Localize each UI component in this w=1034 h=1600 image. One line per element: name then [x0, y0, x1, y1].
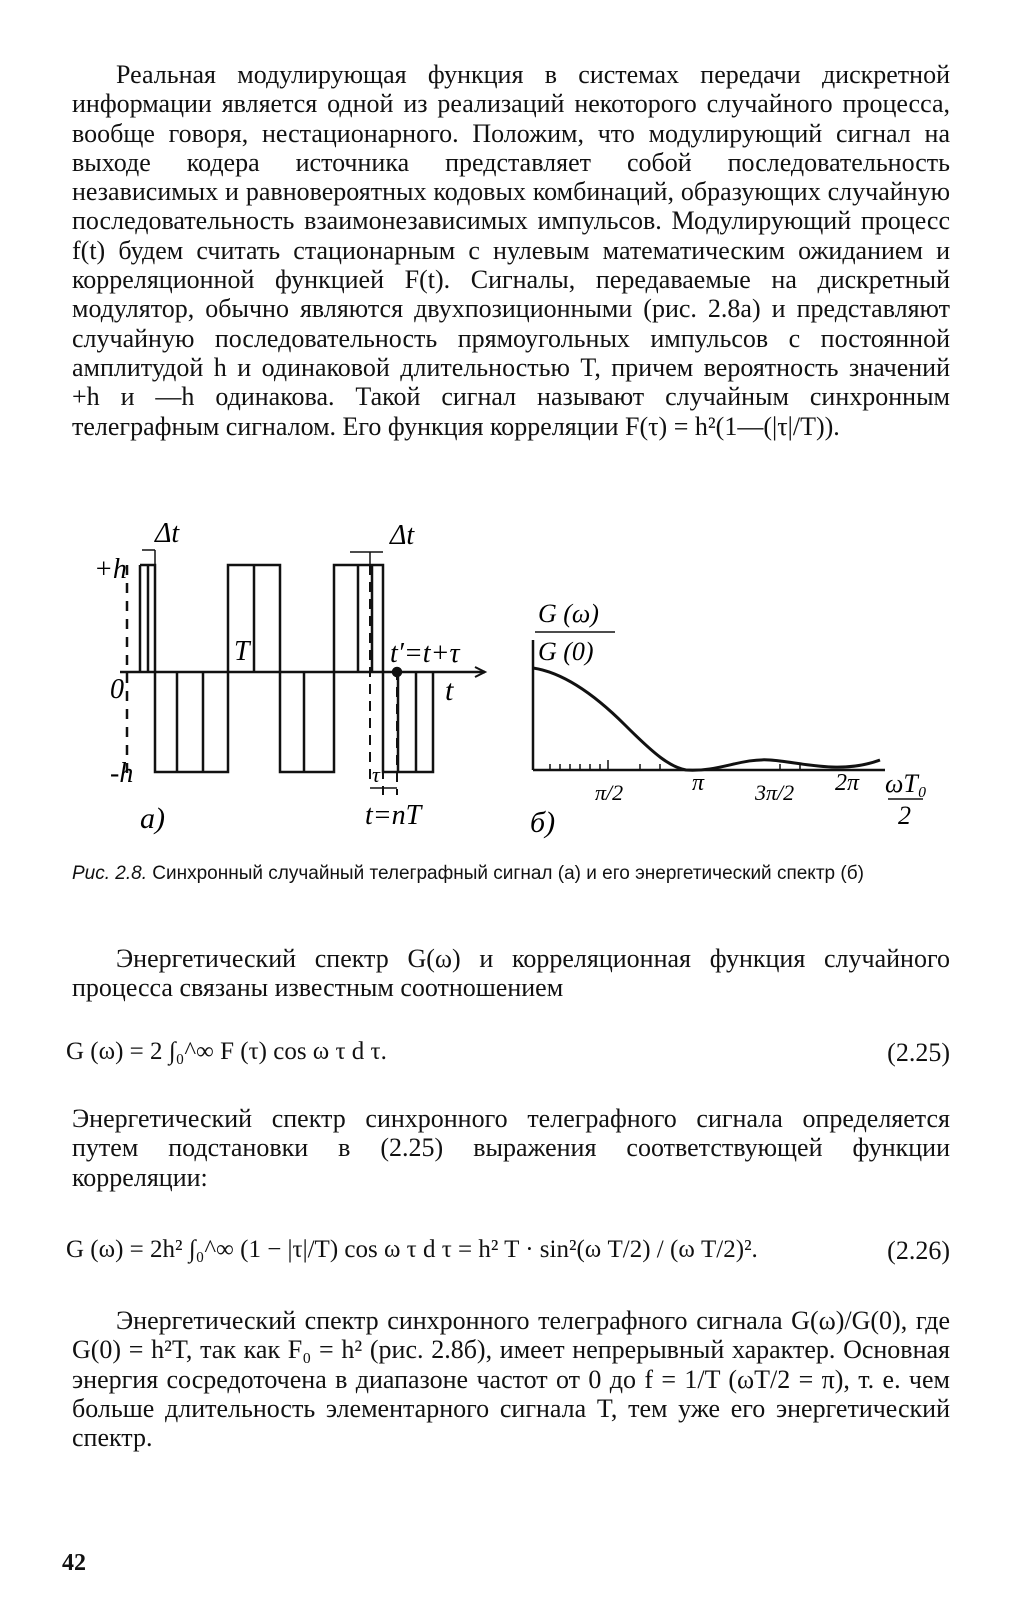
paragraph-2: Энергетический спектр G(ω) и корреляционная функция случайного процесса связаны известным соотношением [72, 944, 950, 1003]
figure-caption [72, 862, 950, 885]
paragraph-1: Реальная модулирующая функция в системах передачи дискретной информации является одной из реализаций некоторого случайного процесса, вообще говоря, нестационарного. Положим, что модулирующий сигнал на выходе кодера источника представляет собой последовательность независимых и равновероятных кодовых комбинаций, образующих случайную последовательность взаимонезависимых импульсов. Модулирующий процесс f(t) будем считать стационарным с нулевым математическим ожиданием и корреляционной функцией F(t). Сигналы, передаваемые на дискретный модулятор, обычно являются двухпозиционными (рис. 2.8а) и представляют случайную последовательность прямоугольных импульсов с постоянной амплитудой h и одинаковой длительностью T, причем вероятность значений +h и —h одинакова. Такой сигнал называют случайным синхронным телеграфным сигналом. Его функция корреляции F(τ) = h²(1—(|τ|/T)). [72, 60, 950, 441]
equation-2-25: G (ω) = 2 ∫₀^∞ F (τ) cos ω τ d τ. [66, 1038, 387, 1065]
tick-2pi: 2π [835, 770, 860, 796]
figure-svg [80, 520, 960, 850]
minus-h-label: -h [110, 758, 134, 789]
paragraph-3: Энергетический спектр синхронного телеграфного сигнала определяется путем подстановки в (2.25) выражения соответствующей функции корреляции: [72, 1104, 950, 1192]
panel-label-a: а) [140, 802, 165, 835]
equation-2-26-number: (2.26) [887, 1236, 950, 1265]
delta-t-label-2: Δt [390, 520, 415, 551]
period-T-label: T [234, 636, 250, 667]
tau-label: τ [372, 762, 380, 787]
zero-label: 0 [110, 674, 124, 705]
telegraph-signal-plot [120, 550, 485, 795]
delta-t-label-1: Δt [155, 520, 180, 549]
spectrum-xlabel-denominator: 2 [898, 801, 911, 830]
caption-text: Синхронный случайный телеграфный сигнал (а) и его энергетический спектр (б) [152, 863, 864, 884]
plus-h-label: +h [94, 554, 127, 585]
panel-label-b: б) [530, 806, 556, 839]
tick-3pi-half: 3π/2 [755, 780, 795, 805]
tick-pi: π [692, 770, 705, 796]
paragraph-4: Энергетический спектр синхронного телеграфного сигнала G(ω)/G(0), где G(0) = h²T, так как F₀ = h² (рис. 2.8б), имеет непрерывный характер. Основная энергия сосредоточена в диапазоне частот от 0 до f = 1/T (ωT/2 = π), т. е. чем больше длительность элементарного сигнала T, тем уже его энергетический спектр. [72, 1306, 950, 1453]
spectrum-curve [533, 668, 880, 770]
spectrum-ylabel-numerator: G (ω) [538, 599, 599, 628]
caption-number: Рис. 2.8. [72, 863, 147, 884]
page-number: 42 [62, 1550, 86, 1576]
tick-pi-half: π/2 [595, 780, 624, 805]
figure-2-8 [80, 520, 960, 850]
t-prime-label: t′=t+τ [390, 638, 460, 669]
equation-2-26: G (ω) = 2h² ∫₀^∞ (1 − |τ|/T) cos ω τ d τ = h² T · sin²(ω T/2) / (ω T/2)². [66, 1236, 758, 1263]
spectrum-xlabel-numerator: ωT₀ [885, 769, 927, 798]
t-axis-label: t [445, 674, 454, 707]
t-eq-nT-label: t=nT [365, 800, 422, 831]
equation-2-25-number: (2.25) [887, 1038, 950, 1067]
spectrum-ylabel-denominator: G (0) [538, 637, 594, 666]
